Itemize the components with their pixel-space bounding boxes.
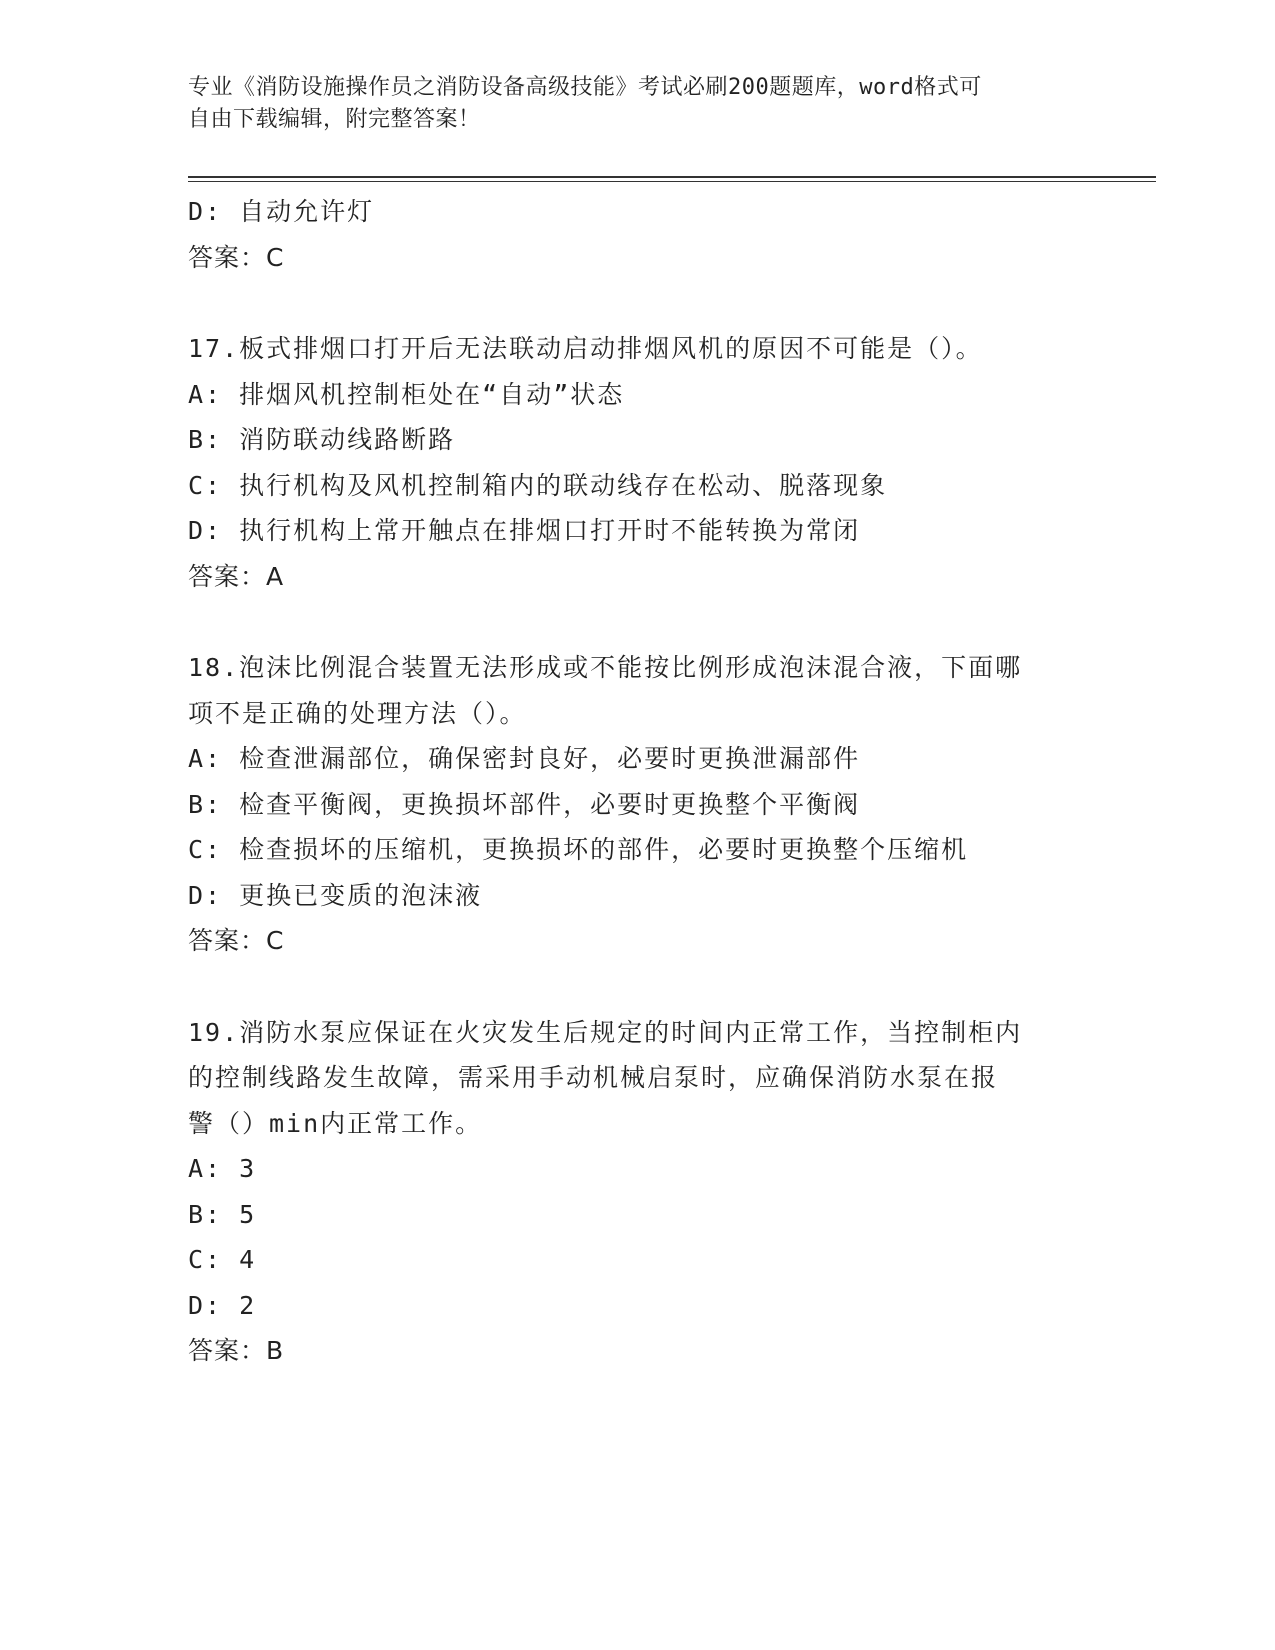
question-stem-line-2: 的控制线路发生故障，需采用手动机械启泵时，应确保消防水泵在报 — [188, 1063, 999, 1092]
answer-line: 答案：C — [188, 926, 285, 955]
question-17 — [188, 326, 1088, 599]
question-stem-line-3: 警（）min内正常工作。 — [188, 1108, 483, 1138]
option-d: D: 更换已变质的泡沫液 — [188, 880, 483, 910]
option-c: C: 检查损坏的压缩机，更换损坏的部件，必要时更换整个压缩机 — [188, 835, 969, 864]
document-header — [188, 72, 1068, 136]
option-b: B: 5 — [188, 1199, 257, 1229]
header-title-line-2: 自由下载编辑，附完整答案！ — [188, 107, 481, 132]
previous-question-tail — [188, 189, 1088, 280]
question-stem-line-2: 项不是正确的处理方法（）。 — [188, 698, 527, 728]
option-d: D: 2 — [188, 1290, 257, 1320]
question-stem: 17.板式排烟口打开后无法联动启动排烟风机的原因不可能是（）。 — [188, 334, 983, 363]
answer-line: 答案：C — [188, 242, 285, 272]
option-b: B: 消防联动线路断路 — [188, 425, 456, 454]
question-list — [188, 189, 1088, 1374]
question-stem-line-1: 19.消防水泵应保证在火灾发生后规定的时间内正常工作，当控制柜内 — [188, 1017, 1023, 1047]
header-divider-thin — [188, 181, 1156, 182]
option-d: D: 执行机构上常开触点在排烟口打开时不能转换为常闭 — [188, 516, 861, 545]
option-a: A: 3 — [188, 1154, 257, 1183]
question-stem-line-1: 18.泡沫比例混合装置无法形成或不能按比例形成泡沫混合液，下面哪 — [188, 653, 1023, 682]
answer-line: 答案：A — [188, 561, 285, 591]
option-c: C: 执行机构及风机控制箱内的联动线存在松动、脱落现象 — [188, 470, 888, 500]
header-divider-thick — [188, 176, 1156, 178]
header-title-line-1: 专业《消防设施操作员之消防设备高级技能》考试必刷200题题库，word格式可 — [188, 75, 982, 100]
option-a: A: 检查泄漏部位，确保密封良好，必要时更换泄漏部件 — [188, 744, 861, 773]
question-18 — [188, 645, 1088, 964]
option-d: D: 自动允许灯 — [188, 197, 375, 226]
option-c: C: 4 — [188, 1245, 257, 1274]
option-b: B: 检查平衡阀，更换损坏部件，必要时更换整个平衡阀 — [188, 789, 861, 819]
answer-line: 答案：B — [188, 1336, 285, 1365]
option-a: A: 排烟风机控制柜处在“自动”状态 — [188, 379, 625, 409]
question-19 — [188, 1010, 1088, 1374]
